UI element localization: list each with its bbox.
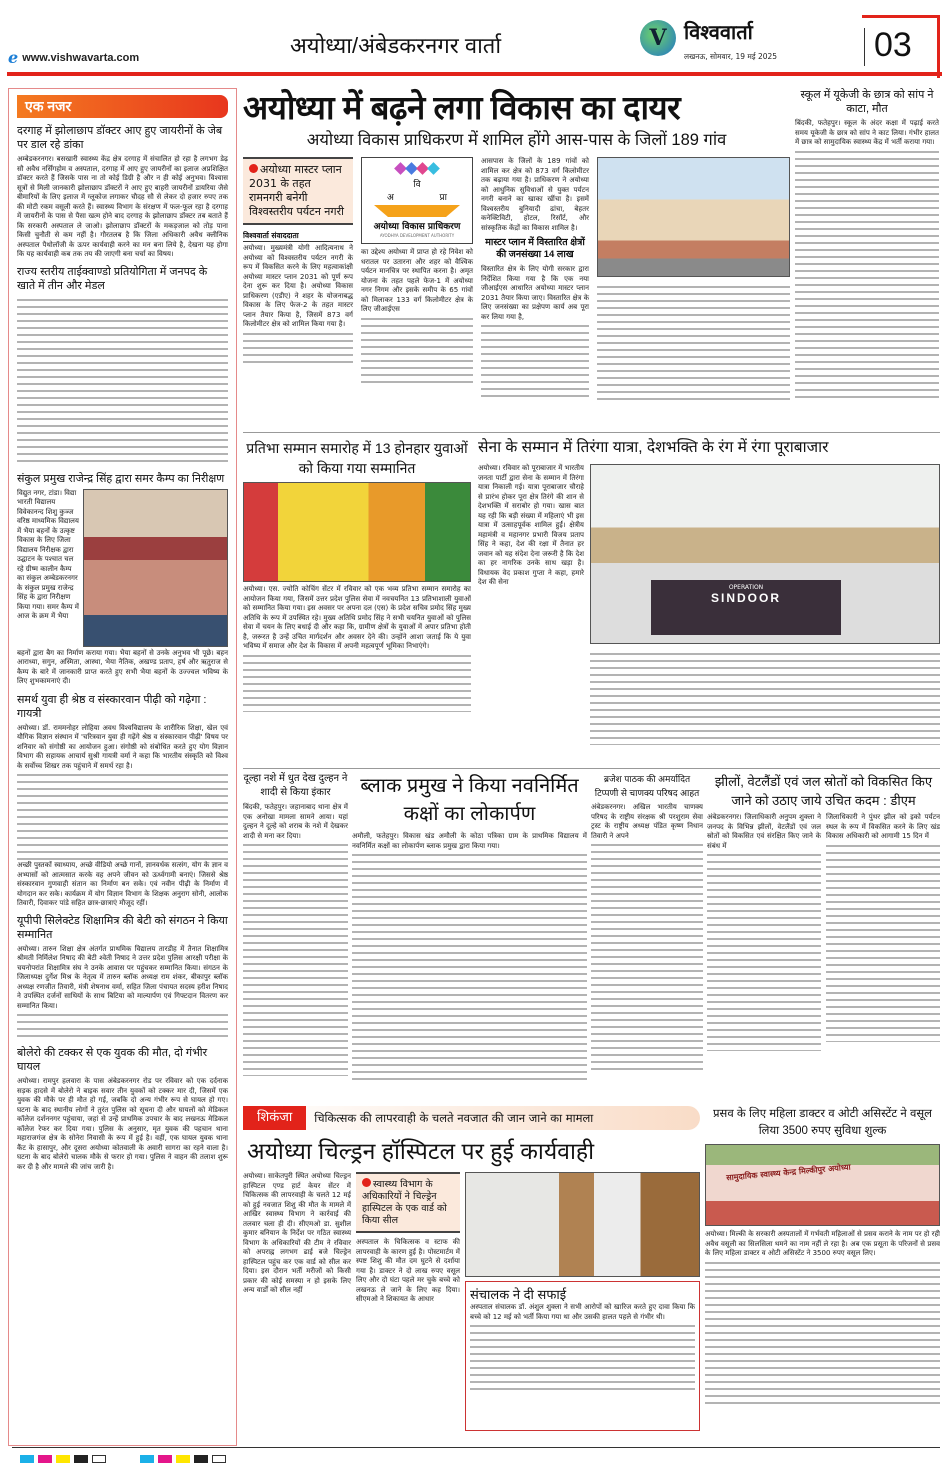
story-body: अच्छी पुस्तकों स्वाध्याय, अच्छे वीडियो अच्छे गानों, ज्ञानवर्धक सत्संग, योग के ज्ञान व अभ्यासों को आत्मसात करके वह अपने जीवन को ऊर्ध्वगामी बनाएं। जिससे श्रेष्ठ संस्कारवान गुणवाही संतान का निर्माण बन सके। एवं नवीन पीढ़ी के निर्माण में योगदान कर सके। कार्यक्रम में योग विज्ञान विभाग के शिक्षक अनुराग सोनी, आलोक तिवारी, दिवाकर पांडे सहित छात्र-छात्राएं मौजूद रहीं। xyxy=(17,861,228,907)
kicker: चिकित्सक की लापरवाही के चलते नवजात की जान जाने का मामला xyxy=(314,1111,594,1125)
pull-quote: स्वास्थ्य विभाग के अधिकारियों ने चिल्ड्रेन हास्पिटल के एक वार्ड को किया सील xyxy=(356,1172,460,1233)
story-title: राज्य स्तरीय ताईक्वाण्डो प्रतियोगिता में जनपद के खाते में तीन और मेडल xyxy=(17,265,208,292)
story-body-text xyxy=(352,851,587,1081)
logo-letter: प्रा xyxy=(439,193,447,203)
story-body: अयोध्या। रामपुर हलवारा के पास अंबेडकरनगर रोड पर रविवार को एक दर्दनाक सड़क हादसे में बोलेरो ने बाइक सवार तीन युवकों को टक्कर मार दी, जिसमें एक युवक की मौके पर ही मौत हो गई, जबकि दो अन्य गंभीर रूप से घायल हो गए। घटना के बाद स्थानीय लोगों ने तुरंत पुलिस को सूचना दी और घायलों को मेडिकल कॉलेज दर्शननगर पहुंचाया, जहां से उन्हें प्राथमिक उपचार के बाद लखनऊ मेडिकल कॉलेज रेफर कर दिया गया। पुलिस के अनुसार, मृत युवक की पहचान थाना महाराजगंज क्षेत्र के सोनेरा निवासी के रूप में हुई है। वहीं, एक घायल युवक थाना कैंट के हासापुर, और दूसरा अयोध्या कोतवाली के अवारी सागरा का रहने वाला है। घटना के बाद बोलेरो चालक मौके से फरार हो गया। पुलिस ने वाहन की तलाश शुरू कर दी है और मामले की जांच जारी है। xyxy=(17,1077,228,1171)
story-body: बिंदकी, फतेहपुर। जहानाबाद थाना क्षेत्र में एक अनोखा मामला सामने आया। यहां दुल्हन ने दूल्हे को शराब के नशे में देखकर शादी से मना कर दिया। xyxy=(243,803,348,840)
story-title: झीलों, वेटलैंडों एवं जल स्रोतों को विकसित किए जाने को उठाए जाये उचित कदम : डीएम xyxy=(714,774,933,808)
banner-text: OPERATION xyxy=(728,584,764,591)
story-body: अम्बेडकरनगर। बसखारी स्वास्थ्य केंद्र क्षेत्र दरगाह में संचालित हो रहा है लगभग डेढ़ सौ अवैध नर्सिंगहोम व अस्पताल, दरगाह में आए हुए जायरीनों का इलाज अप्रशिक्षित डॉक्टर करते हैं जिसके पास ना तो कोई डिग्री है और न ही कोई अनुभव। विश्वास सूत्रों से मिली जानकारी झोलाछाप डॉक्टरों ने आए हुए बाहरी जायरीनों डायरिया जैसे बीमारियों के लिए इलाज में ग्लूकोज लगाकर चौदह सौ से लेकर दो हजार रुपए तक की मोटी रकम वसूली करते हैं। स्वास्थ्य विभाग के संरक्षण में फल-फूल रहा है दरगाह में जायरीनों के पास से पैसा खत्म होने बाद दरगाह के झोलाछाप डॉक्टर तब बताते हैं कि सरकारी अस्पताल ले जाओ। झोलाछाप डॉक्टरों के मकड़जाल को तोड़ पाना किसी चुनौती से कम नहीं है। गौरतलब है कि जिला अधिकारी अवैध क्लीनिक अस्पताल पैथोलॉजी के ऊपर कार्यवाही करने का मन बना लिये है, देखना यह होगा कि यह कार्यवाही कब तक तय की जाएगी बना चर्चा का विषय। xyxy=(17,155,228,258)
story-body: अयोध्या। रविवार को पूराबाजार में भारतीय जनता पार्टी द्वारा सेना के सम्मान में तिरंगा यात्रा निकाली गई। यात्रा पूराबाजार चौराहे से प्रारंभ होकर पूरा क्षेत्र तिरंगे की शान से देशभक्ति में सराबोर हो गया। खास बात यह रही कि बड़ी संख्या में महिलाएं भी इस यात्रा में उत्साहपूर्वक शामिल हुईं। क्षेत्रीय महामंत्री व महानगर प्रभारी विजय प्रताप सिंह ने कहा, देश की रक्षा में तैनात हर जवान को यह संदेश देना जरूरी है कि देश का हर नागरिक उनके साथ खड़ा है। विधायक वेद प्रकाश गुप्ता ने कहा, हमारे देश की सेना xyxy=(478,464,584,586)
story-body: अयोध्या। मिल्की के सरकारी अस्पतालों में गर्भवती महिलाओं से प्रसव कराने के नाम पर हो रही अवैध वसूली का सिलसिला थमने का नाम नहीं ले रहा है। अब एक प्रसूता के परिजनों से प्रसव के लिए महिला डाक्टर व ओटी असिस्टेंट ने 3500 रुपए वसूल लिए। xyxy=(705,1230,940,1257)
lead-story xyxy=(243,88,790,428)
lead-body-text xyxy=(243,330,353,368)
prasav-story xyxy=(705,1106,940,1446)
masthead xyxy=(0,0,945,78)
brand-name: विश्ववार्ता xyxy=(684,22,753,44)
ram-mandir-photo xyxy=(597,157,790,277)
dulha-story xyxy=(243,772,348,1097)
lead-body-text xyxy=(361,315,473,385)
logo-letter: वि xyxy=(413,180,421,190)
lead-subhead: अयोध्या विकास प्राधिकरण में शामिल होंगे आस-पास के जिलों 189 गांव xyxy=(306,131,727,149)
section-title: अयोध्या/अंबेडकरनगर वार्ता xyxy=(290,33,502,58)
story-body-text xyxy=(243,652,471,712)
shikanja-tag: शिकंजा xyxy=(243,1106,306,1130)
story-body: अयोध्या। साकेतपुरी स्थित अयोध्या चिल्ड्रन हास्पिटल एण्ड हार्ट केयर सेंटर में चिकित्सक की लापरवाही के चलते 12 मई को हुई नवजात शिशु की मौत के मामले में आखिर स्वास्थ्य विभाग ने कार्रवाई की तलवार चला ही दी। सीएमओ डा. सुशील कुमार बनियान के निर्देश पर गठित स्वास्थ्य विभाग के अधिकारियों की टीम ने रविवार को अपराह्न लगभग ढाई बजे चिल्ड्रेन हास्पिटल पहुंच कर एक वार्ड को सील कर दिया। इस दौरान भर्ती मरीजों को किसी प्रकार की कोई समस्या न हो इसके लिए अन्य वार्डों को सील नहीं xyxy=(243,1172,351,1294)
kicker-bar xyxy=(243,1106,700,1130)
lead-body: अयोध्या। मुख्यमंत्री योगी आदित्यनाथ ने अयोध्या को विश्वस्तरीय पर्यटन नगरी के रूप में विकसित करने के लिए महत्वाकांक्षी अयोध्या मास्टर प्लान 2031 को पूर्ण रूप देना शुरू कर दिया है। अयोध्या विकास प्राधिकरण (एडीए) ने शहर के योजनाबद्ध विकास के लिए फेज-2 के तहत मास्टर प्लान तैयार किया है, जिसमें 873 वर्ग किलोमीटर क्षेत्र को शामिल किया गया है। xyxy=(243,244,353,328)
chc-milkipur-photo xyxy=(705,1144,940,1226)
ek-nazar-label: एक नजर xyxy=(17,95,228,118)
bullet-icon xyxy=(249,164,258,173)
hospital-sign: सामुदायिक स्वास्थ्य केन्द्र मिल्कीपुर अयोध्या xyxy=(725,1162,851,1183)
summer-camp-photo xyxy=(83,489,228,647)
logo-name-en: AYODHYA DEVELOPMENT AUTHORITY xyxy=(379,233,455,238)
browser-e-icon: e xyxy=(8,48,19,67)
registration-marks-left xyxy=(20,1455,106,1463)
header-rule xyxy=(7,72,942,76)
shikanja-story xyxy=(243,1106,700,1446)
story-title: समर्थ युवा ही श्रेष्ठ व संस्कारवान पीढ़ी को गढ़ेगा : गायत्री xyxy=(17,693,207,720)
lead-body: विस्तारित क्षेत्र के लिए योगी सरकार द्वारा निर्देशित किया गया है कि एक नया जीआईएस आधारित अयोध्या मास्टर प्लान 2031 तैयार किया जाए। विस्तारित क्षेत्र के लिए जनसंख्या का प्रक्षेपण कार्य अब पूरा कर लिया गया है, xyxy=(481,265,589,321)
lead-body: का उद्देश्य अयोध्या में प्राप्त हो रहे निवेश को धरातल पर उतारना और शहर को वैश्विक पर्यटन मानचित्र पर स्थापित करना है। अमृत योजना के तहत पहले फेज-1 में अयोध्या नगर निगम और इसके समीप के 65 गांवों को मिलाकर 133 वर्ग किलोमीटर क्षेत्र के लिए जीआईएस xyxy=(361,248,473,313)
story-title: दरगाह में झोलाछाप डॉक्टर आए हुए जायरीनों के जेब पर डाल रहे डांका xyxy=(17,125,223,151)
felicitation-photo xyxy=(243,482,471,582)
story-body: बिंदकी, फतेहपुर। स्कूल के अंदर कक्षा में पढ़ाई करते समय यूकेजी के छात्र को सांप ने काट लिया। गंभीर हालत में छात्र को सामुदायिक स्वास्थ्य केंद्र में भर्ती कराया गया। xyxy=(795,119,939,146)
story-title: ब्रजेश पाठक की अमर्यादित टिप्पणी से चाणक्य परिषद आहत xyxy=(594,774,700,798)
story-body-text xyxy=(705,1259,940,1409)
tiranga-yatra-photo xyxy=(590,464,940,644)
tiranga-story xyxy=(478,438,940,766)
snakebite-story xyxy=(795,88,939,428)
hospital-inspection-photo xyxy=(465,1172,700,1277)
registration-marks-right xyxy=(140,1455,226,1463)
story-body: अंबेडकरनगर। जिलाधिकारी अनुपम शुक्ला ने जनपद के विभिन्न झीलों, वेटलैंडों एवं जल स्रोतों को विकसित एवं संरक्षित किए जाने के संबंध में xyxy=(707,813,821,850)
story-title: सेना के सम्मान में तिरंगा यात्रा, देशभक्ति के रंग में रंगा पूराबाजार xyxy=(478,439,829,456)
story-body-text xyxy=(243,841,348,1076)
story-title: संकुल प्रमुख राजेन्द्र सिंह द्वारा समर कैम्प का निरीक्षण xyxy=(17,472,225,485)
lead-body-text xyxy=(481,322,589,402)
story-title: बोलेरो की टक्कर से एक युवक की मौत, दो गंभीर घायल xyxy=(17,1047,208,1073)
story-title: प्रतिभा सम्मान समारोह में 13 होनहार युवाओं को किया गया सम्मानित xyxy=(246,440,468,476)
story-title: दूल्हा नशे में धुत देख दुल्हन ने शादी से किया इंकार xyxy=(243,773,348,798)
lead-headline: अयोध्या में बढ़ने लगा विकास का दायर xyxy=(243,89,681,126)
lead-body: आसपास के जिलों के 189 गांवों को शामिल कर क्षेत्र को 873 वर्ग किलोमीटर तक बढ़ाया गया है। प्राधिकरण ने अयोध्या को आधुनिक सुविधाओं से युक्त पर्यटन नगरी बनाने का खाका खींचा है। इसमें विश्वस्तरीय बुनियादी ढांचा, बेहतर कनेक्टिविटी, होटल, रिसॉर्ट, और सांस्कृतिक केंद्रों का विकास शामिल है। xyxy=(481,157,589,232)
operation-sindoor-banner xyxy=(651,580,841,635)
bullet-icon xyxy=(362,1178,371,1187)
story-body-text xyxy=(590,650,940,745)
story-body-text xyxy=(17,296,228,466)
website-link[interactable]: e www.vishwavarta.com xyxy=(8,48,140,67)
dateline: लखनऊ, सोमवार, 19 मई 2025 xyxy=(684,52,778,61)
lead-subhead-2: मास्टर प्लान में विस्तारित क्षेत्रों की जनसंख्या 14 लाख xyxy=(485,237,585,260)
story-title: प्रसव के लिए महिला डाक्टर व ओटी असिस्टेंट ने वसूल लिया 3500 रुपए सुविधा शुल्क xyxy=(713,1108,932,1137)
brand-logo: V xyxy=(640,20,676,56)
footer-rule xyxy=(12,1447,940,1448)
story-body: अस्पताल के चिकित्सक व स्टाफ की लापरवाही के कारण हुई है। पोस्टमार्टम में स्पष्ट शिशु की मौत दम घुटने से दर्शाया गया है। डाक्टर ने दो लाख रुपए वसूल लिए और दो घंटा पहले मर चुके बच्चे को लखनऊ ले जाने के लिए कह दिया। सीएमओ ने शिकायत के आधार xyxy=(356,1238,460,1303)
story-title: ब्लाक प्रमुख ने किया नवनिर्मित कक्षों का लोकार्पण xyxy=(360,775,579,825)
story-body-text xyxy=(470,1322,695,1392)
logo-letter: अ xyxy=(387,193,394,203)
story-body: अंबेडकरनगर। अखिल भारतीय चाणक्य परिषद के राष्ट्रीय संरक्षक श्री परशुराम सेवा ट्रस्ट के राष्ट्रीय अध्यक्ष पंडित कृष्ण निधान तिवारी ने अपने xyxy=(591,803,703,840)
story-body: बहनों द्वारा बैग का निर्माण कराया गया। भैया बहनों से उनके अनुभव भी पूछे। बहन आराध्या, सगुन, अस्मिता, आस्था, भैया नैतिक, अखण्ड प्रताप, हर्ष और ऋतुराज से कैम्प के बारे में जानकारी प्राप्त करते हुए सभी भैया बहनों के उज्ज्वल भविष्य के लिए शुभकामनाएं दी। xyxy=(17,648,228,685)
page-number: 03 xyxy=(874,26,912,64)
story-title: यूपीपी सिलेक्टेड शिक्षामित्र की बेटी को संगठन ने किया सम्मानित xyxy=(17,914,228,941)
story-body-text xyxy=(795,148,939,403)
pratibha-story xyxy=(243,438,471,766)
divider xyxy=(243,432,940,433)
logo-hands xyxy=(374,205,460,217)
story-body: अमौली, फतेहपुर। विकास खंड अमौली के कोठा पत्रिका ग्राम के प्राथमिक विद्यालय में नवनिर्मित कक्षों का लोकार्पण ब्लाक प्रमुख द्वारा किया गया। xyxy=(352,832,587,850)
story-body: अयोध्या। डॉ. राममनोहर लोहिया अवध विश्वविद्यालय के शारीरिक शिक्षा, खेल एवं यौगिक विज्ञान संस्थान में 'चरित्रवान युवा ही गढ़ेंगे श्रेष्ठ व संस्कारवान पीढ़ी' विषय पर शनिवार को संगोष्ठी का आयोजन हुआ। संगोष्ठी को संबोधित करते हुए योग विज्ञान विभाग की सहायक आचार्य सुश्री गायत्री वर्मा ने कहा कि भारतीय संस्कृति को विश्व के सर्वोच्च शिखर तक पहुंचाने में समर्थ रहा है। xyxy=(17,723,228,770)
banner-text: SINDOOR xyxy=(710,591,781,605)
story-body-text xyxy=(707,851,821,1051)
ek-nazar-column xyxy=(8,88,237,1446)
story-body-text xyxy=(17,1011,228,1041)
story-title: स्कूल में यूकेजी के छात्र को सांप ने काटा, मौत xyxy=(800,89,934,115)
story-body-text xyxy=(17,771,228,861)
page-number-box xyxy=(862,15,940,78)
byline: विश्ववार्ता संवाददाता xyxy=(243,231,353,242)
pull-quote: अयोध्या मास्टर प्लान 2031 के तहत रामनगरी बनेगी विश्वस्तरीय पर्यटन नगरी xyxy=(243,157,353,225)
block-pramukh-story xyxy=(352,772,587,1097)
ada-logo xyxy=(361,157,473,244)
logo-name: अयोध्या विकास प्राधिकरण xyxy=(373,222,461,232)
brajesh-story xyxy=(591,772,703,1097)
director-clarification-box xyxy=(465,1281,700,1431)
story-body: अस्पताल संचालक डॉ. अंशुल शुक्ला ने सभी आरोपों को खारिज करते हुए दावा किया कि बच्चे को 12 मई को भर्ती किया गया था और उसकी हालत पहले से गंभीर थी। xyxy=(470,1303,695,1321)
jheel-story xyxy=(707,772,940,1097)
story-body: विद्युत नगर, टांडा। विद्या भारती विद्यालय विवेकानन्द शिशु कुञ्ज वरिष्ठ माध्यमिक विद्यालय में भैया बहनों के उत्कृष्ट विकास के लिए जिला विद्यालय निरीक्षक द्वारा उद्घाटन के पश्चात चल रहे ग्रीष्म कालीन कैम्प का संकुल अम्बेडकरनगर के संकुल प्रमुख राजेन्द्र सिंह के द्वारा निरीक्षण किया गया। समर कैम्प में आज के क्रम में भैया xyxy=(17,488,79,620)
story-body: अयोध्या। तारुन शिक्षा क्षेत्र अंतर्गत प्राथमिक विद्यालय तारडीह में तैनात शिक्षामित्र श्रीमती निर्मिलेश निषाद की बेटी श्वेती निषाद ने उत्तर प्रदेश पुलिस आरक्षी परीक्षा के चयनोपरांत शिक्षामित्र संघ ने उनके आवास पर पहुंचकर सम्मानित किया। संगठन के जिलाध्यक्ष दुर्गेश मिश्र के नेतृत्व में तारुन ब्लॉक अध्यक्ष राम शंकर, बीकापुर ब्लॉक अध्यक्ष रणजीत तिवारी, मंत्री शेषनाथ वर्मा, सहित जिला पंचायत सदस्य हरीश निषाद ने उपस्थित दर्जनों साथियों के साथ बिटिया को माल्यार्पण एवं गिफ्टदान वितरण कर सम्मानित किया। xyxy=(17,944,228,1010)
story-body: जिलाधिकारी ने पुंथर झील को इको पर्यटन स्थल के रूप में विकसित करने के लिए खंड विकास अधिकारी को आगामी 15 दिन में xyxy=(826,813,940,840)
shikanja-headline: अयोध्या चिल्ड्रन हॉस्पिटल पर हुई कार्यवाही xyxy=(247,1138,595,1164)
story-body-text xyxy=(591,841,703,1071)
sub-title: संचालक ने दी सफाई xyxy=(470,1287,567,1302)
story-body: अयोध्या। एस. ज्योति कोचिंग सेंटर में रविवार को एक भव्य प्रतिभा सम्मान समारोह का आयोजन किया गया, जिसमें उत्तर प्रदेश पुलिस सेवा में नवचयनित 13 प्रतिभाशाली युवाओं को सम्मानित किया गया। इस अवसर पर अपना दल (एस) के प्रदेश सचिव प्रमोद सिंह मुख्य अतिथि के रूप में उपस्थित रहे। मुख्य अतिथि प्रमोद सिंह ने सभी चयनित युवाओं को पुलिस सेवा में चयन के लिए बधाई दी और कहा कि, ग्रामीण क्षेत्रों के युवाओं में अपार प्रतिभा होती है, जरूरत है उन्हें उचित मार्गदर्शन और अवसर देने की। उन्होंने आशा जताई कि ये युवा भविष्य में समाज और देश के विकास में अपनी महत्वपूर्ण भूमिका निभाएंगे। xyxy=(243,585,471,650)
story-body-text xyxy=(826,842,940,1042)
lead-body-text xyxy=(597,283,790,401)
divider xyxy=(243,768,940,769)
